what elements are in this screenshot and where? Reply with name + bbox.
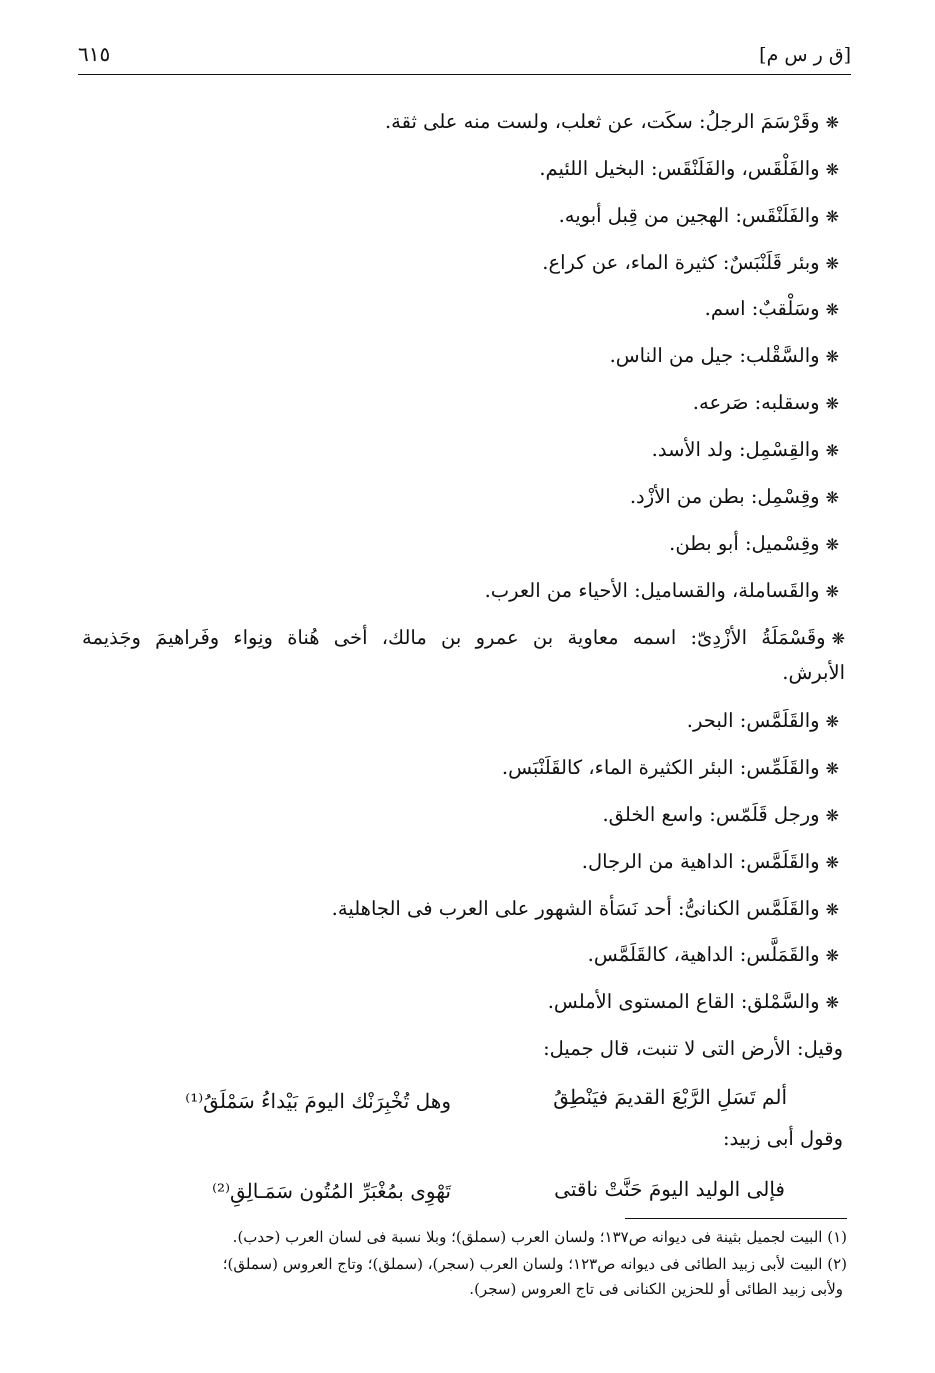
asterisk-icon: ❋	[825, 759, 839, 778]
verse2-first-hemistich: فإلى الوليد اليومَ حَنَّتْ ناقتى	[554, 1177, 785, 1201]
root-letters: [ق ر س م]	[759, 44, 851, 66]
entry-line: ❋والقِسْمِل: ولد الأسد.	[651, 438, 839, 461]
asterisk-icon: ❋	[825, 582, 839, 601]
entry-line: ❋والقَلَمَّس الكنانىُّ: أحد نَسَأة الشهور على العرب فى الجاهلية.	[331, 897, 839, 920]
entry-line: ❋والسَّقْلب: جيل من الناس.	[609, 344, 839, 367]
verse-intro: وقول أبى زبيد:	[722, 1127, 843, 1150]
asterisk-icon: ❋	[825, 394, 839, 413]
asterisk-icon: ❋	[825, 993, 839, 1012]
entry-line: ❋والفَلْقَس، والفَلَنْقَس: البخيل اللئيم.	[539, 157, 839, 180]
verse1-first-hemistich: ألم تَسَلِ الرَّبْعَ القديمَ فيَنْطِقُ	[553, 1085, 787, 1109]
verse1-second-hemistich: وهل تُخْبِرَنْك اليومَ بَيْداءُ سَمْلَقُ⁽¹⁾	[185, 1089, 451, 1113]
entry-line: ❋والسَّمْلق: القاع المستوى الأملس.	[547, 990, 839, 1013]
entry-continuation: الأبرش.	[782, 661, 845, 684]
footnote-2-continuation: ولأبى زبيد الطائى أو للحزين الكنانى فى تاج العروس (سجر).	[469, 1280, 843, 1298]
entry-line: ❋والفَلَنْقَس: الهجين من قِبل أبويه.	[558, 204, 839, 227]
entry-line: ❋والقَساملة، والقساميل: الأحياء من العرب.	[484, 579, 839, 602]
asterisk-icon: ❋	[825, 488, 839, 507]
footnote-1: (١) البيت لجميل بثينة فى ديوانه ص١٣٧؛ ولسان العرب (سملق)؛ وبلا نسبة فى لسان العرب (حدب).	[232, 1228, 847, 1246]
entry-line: ❋وسَلْقبٌ: اسم.	[704, 297, 839, 320]
entry-line: ❋وسقلبه: صَرعه.	[692, 391, 839, 414]
asterisk-icon: ❋	[825, 207, 839, 226]
asterisk-icon: ❋	[825, 853, 839, 872]
entry-line: ❋والقَلَمِّس: البئر الكثيرة الماء، كالقَلَنْبَس.	[501, 756, 839, 779]
asterisk-icon: ❋	[825, 946, 839, 965]
entry-line: وقيل: الأرض التى لا تنبت، قال جميل:	[543, 1037, 843, 1060]
asterisk-icon: ❋	[825, 900, 839, 919]
footnote-2: (٢) البيت لأبى زبيد الطائى فى ديوانه ص١٢٣؛ ولسان العرب (سجر)، (سملق)؛ وتاج العروس (سملق)؛	[222, 1255, 847, 1273]
entry-line: ❋وقَسْمَلَةُ الأزْدِىّ: اسمه معاوية بن عمرو بن مالك، أخى هُناة ونِواء وفَراهيمَ وجَذيمة	[82, 626, 845, 649]
asterisk-icon: ❋	[831, 629, 845, 648]
asterisk-icon: ❋	[825, 535, 839, 554]
entry-line: ❋ورجل قَلَمّس: واسع الخلق.	[602, 803, 839, 826]
entry-line: ❋وقَرْسَمَ الرجلُ: سكَت، عن ثعلب، ولست منه على ثقة.	[384, 110, 839, 133]
asterisk-icon: ❋	[825, 254, 839, 273]
entry-line: ❋وقِسْمِل: بطن من الأزْد.	[629, 485, 839, 508]
asterisk-icon: ❋	[825, 347, 839, 366]
asterisk-icon: ❋	[825, 300, 839, 319]
asterisk-icon: ❋	[825, 441, 839, 460]
asterisk-icon: ❋	[825, 113, 839, 132]
asterisk-icon: ❋	[825, 712, 839, 731]
entry-line: ❋والقَمَلَّس: الداهية، كالقَلَمَّس.	[587, 943, 839, 966]
asterisk-icon: ❋	[825, 160, 839, 179]
verse2-second-hemistich: تَهْوِى بمُغْبَرِّ المُتُون سَمَـالِقِ⁽²⁾	[212, 1179, 451, 1203]
entry-line: ❋وقِسْميل: أبو بطن.	[669, 532, 839, 555]
asterisk-icon: ❋	[825, 806, 839, 825]
entry-line: ❋والقَلَمَّس: البحر.	[686, 709, 839, 732]
entry-line: ❋وبئر قَلَنْبَسٌ: كثيرة الماء، عن كراع.	[542, 251, 839, 274]
entry-line: ❋والقَلَمَّس: الداهية من الرجال.	[581, 850, 839, 873]
footnote-separator	[625, 1218, 847, 1219]
page-header	[78, 40, 851, 75]
page-number: ٦١٥	[78, 42, 111, 66]
